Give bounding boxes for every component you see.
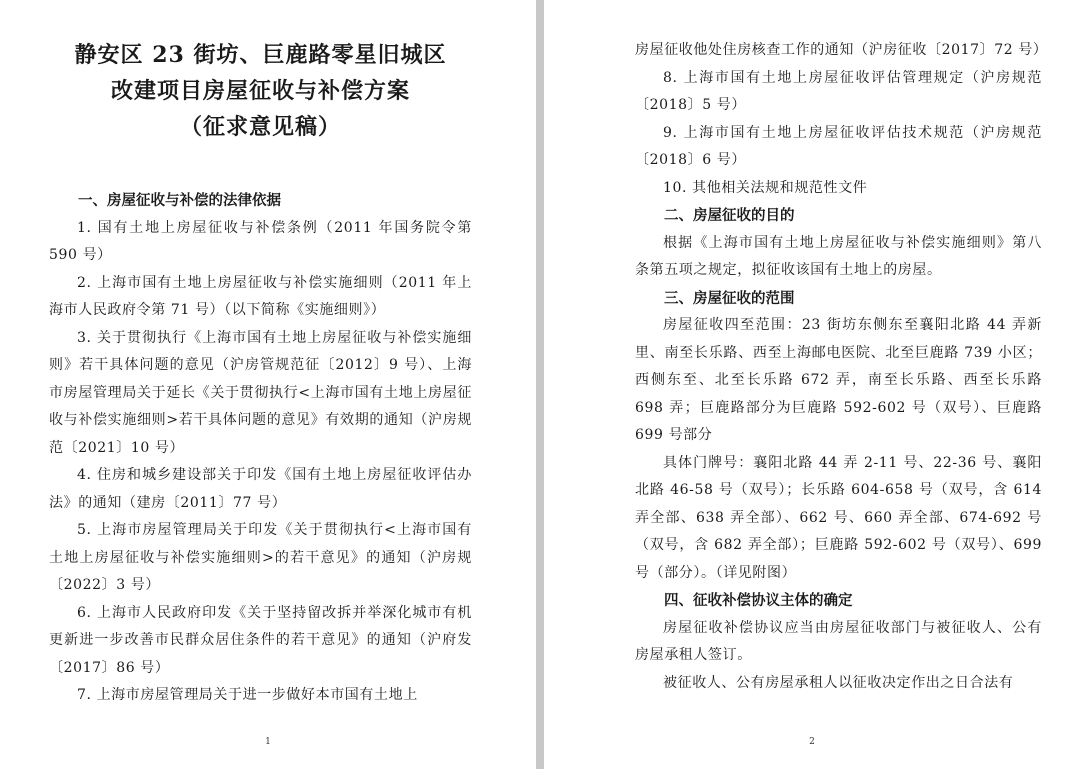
legal-basis-item-7: 7. 上海市房屋管理局关于进一步做好本市国有土地上 xyxy=(77,687,418,703)
legal-basis-item-2: 2. 上海市国有土地上房屋征收与补偿实施细则（2011 年上海市人民政府令第 71 号）（以下简称《实施细则》） xyxy=(49,274,472,318)
legal-basis-item-7-continued: 房屋征收他处住房核查工作的通知（沪房征收〔2017〕72 号） xyxy=(635,42,1048,58)
title-line-2: 改建项目房屋征收与补偿方案 xyxy=(110,78,410,104)
purpose-text: 根据《上海市国有土地上房屋征收与补偿实施细则》第八条第五项之规定，拟征收该国有土地上的房屋。 xyxy=(635,234,1042,278)
legal-basis-item-5: 5. 上海市房屋管理局关于印发《关于贯彻执行<上海市国有土地上房屋征收与补偿实施细则>的若干意见》的通知（沪房规〔2022〕3 号） xyxy=(49,522,472,593)
section-heading-legal-basis: 一、房屋征收与补偿的法律依据 xyxy=(78,192,281,209)
title-line-1: 静安区 23 街坊、巨鹿路零星旧城区 xyxy=(74,42,447,68)
document-page-1 xyxy=(0,0,536,769)
page-number: 2 xyxy=(809,737,815,747)
scope-boundary-text: 房屋征收四至范围：23 街坊东侧东至襄阳北路 44 弄新里、南至长乐路、西至上海邮电医院、北至巨鹿路 739 小区；西侧东至、北至长乐路 672 弄，南至长乐路、西至长乐路 698 弄；巨鹿路部分为巨鹿路 592-602 号（双号）、巨鹿路 699 号部分 xyxy=(635,317,1042,443)
legal-basis-item-4: 4. 住房和城乡建设部关于印发《国有土地上房屋征收评估办法》的通知（建房〔2011〕77 号） xyxy=(49,467,472,511)
scope-house-numbers-text: 具体门牌号：襄阳北路 44 弄 2-11 号、22-36 号、襄阳北路 46-58 号（双号）；长乐路 604-658 号（双号，含 614 弄全部、638 弄全部）、662 号、660 弄全部、674-692 号（双号，含 682 弄全部）；巨鹿路 592-602 号（双号）、699 号（部分）。（详见附图） xyxy=(635,454,1042,581)
page-number: 1 xyxy=(265,737,271,747)
legal-basis-item-6: 6. 上海市人民政府印发《关于坚持留改拆并举深化城市有机更新进一步改善市民群众居住条件的若干意见》的通知（沪府发〔2017〕86 号） xyxy=(49,604,472,676)
section-heading-agreement-parties: 四、征收补偿协议主体的确定 xyxy=(664,592,853,609)
document-title xyxy=(49,37,472,145)
legal-basis-item-3: 3. 关于贯彻执行《上海市国有土地上房屋征收与补偿实施细则》若干具体问题的意见（沪房管规范征〔2012〕9 号）、上海市房屋管理局关于延长《关于贯彻执行<上海市国有土地上房屋征收与补偿实施细则>若干具体问题的意见》有效期的通知（沪房规范〔2021〕10 号） xyxy=(49,329,472,456)
title-line-3: （征求意见稿） xyxy=(179,114,341,140)
legal-basis-item-1: 1. 国有土地上房屋征收与补偿条例（2011 年国务院令第 590 号） xyxy=(49,219,472,263)
agreement-parties-text-1: 房屋征收补偿协议应当由房屋征收部门与被征收人、公有房屋承租人签订。 xyxy=(635,619,1042,663)
legal-basis-item-10: 10. 其他相关法规和规范性文件 xyxy=(663,179,868,196)
legal-basis-item-9: 9. 上海市国有土地上房屋征收评估技术规范（沪房规范〔2018〕6 号） xyxy=(635,124,1042,168)
agreement-parties-text-2: 被征收人、公有房屋承租人以征收决定作出之日合法有 xyxy=(663,674,1014,691)
legal-basis-item-8: 8. 上海市国有土地上房屋征收评估管理规定（沪房规范〔2018〕5 号） xyxy=(635,69,1042,113)
section-heading-purpose: 二、房屋征收的目的 xyxy=(664,207,795,224)
document-page-2 xyxy=(544,0,1080,769)
section-heading-scope: 三、房屋征收的范围 xyxy=(664,289,795,307)
